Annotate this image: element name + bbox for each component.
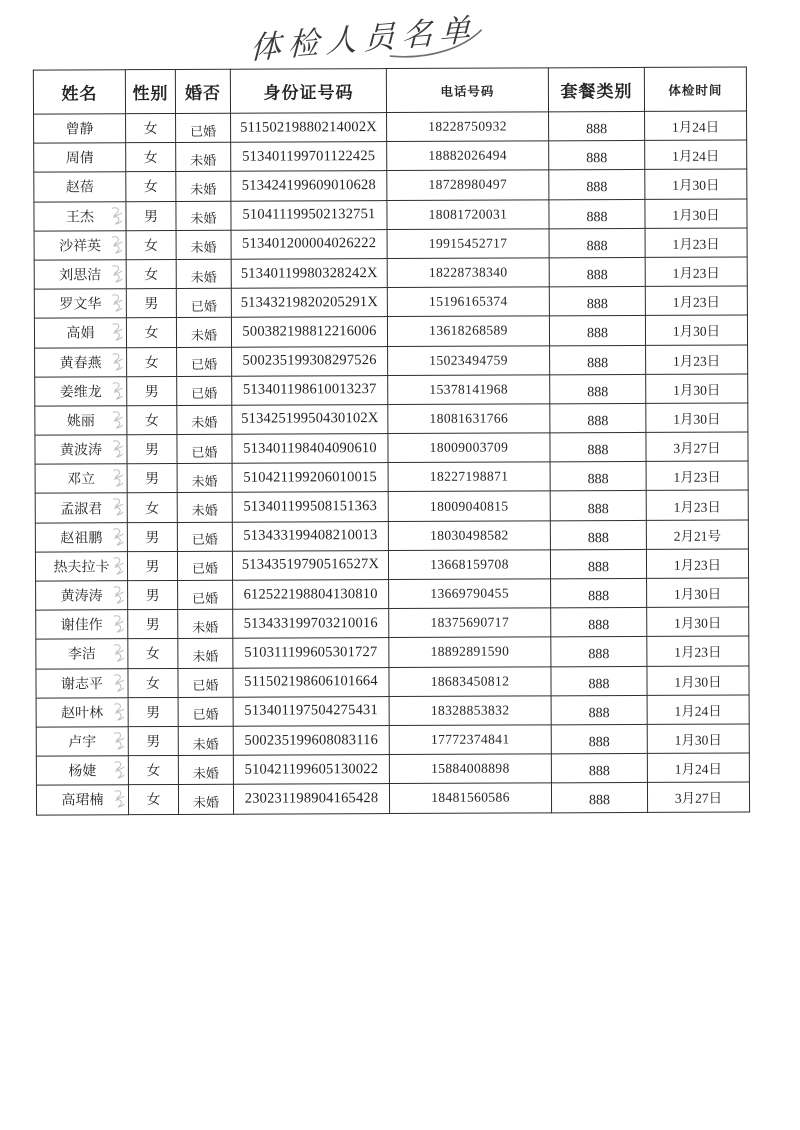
signature-scribble-icon (111, 759, 128, 781)
cell-phone: 15196165374 (428, 293, 508, 310)
cell-married: 未婚 (190, 152, 217, 168)
cell-gender: 男 (146, 705, 161, 721)
cell-package: 888 (586, 180, 608, 196)
cell-exam-date: 1月30日 (674, 615, 722, 632)
cell-exam-date: 1月23日 (673, 469, 721, 486)
cell-package: 888 (588, 676, 610, 692)
cell-phone: 18009003709 (429, 439, 509, 456)
cell-package: 888 (586, 151, 608, 167)
cell-phone: 18227198871 (429, 468, 509, 485)
handwritten-title: 体检人员名单 (249, 11, 478, 66)
table-row (34, 169, 747, 201)
cell-phone: 15884008898 (431, 760, 510, 777)
cell-phone: 18009040815 (429, 498, 509, 514)
cell-exam-date: 1月30日 (674, 674, 722, 690)
table-row (36, 607, 749, 639)
cell-id-number: 500235199608083116 (244, 731, 379, 749)
cell-phone: 17772374841 (430, 731, 510, 747)
signature-scribble-icon (109, 438, 126, 460)
cell-gender: 男 (144, 384, 159, 400)
column-header-exam-date: 体检时间 (644, 67, 746, 111)
cell-name: 刘思洁 (59, 268, 102, 284)
cell-exam-date: 3月27日 (673, 440, 721, 456)
cell-name: 曾静 (65, 122, 94, 138)
signature-scribble-icon (109, 234, 126, 256)
cell-married: 已婚 (191, 386, 218, 402)
cell-package: 888 (588, 705, 610, 722)
cell-name: 邓立 (67, 472, 96, 488)
table-row (35, 490, 748, 522)
cell-gender: 女 (144, 355, 159, 371)
cell-gender: 男 (145, 589, 160, 605)
cell-id-number: 230231198904165428 (244, 790, 379, 807)
signature-scribble-icon (110, 467, 127, 489)
table-row (36, 578, 749, 610)
table-row (34, 286, 747, 318)
signature-scribble-icon (110, 584, 127, 606)
cell-gender: 男 (145, 472, 160, 488)
cell-name: 黄波涛 (59, 443, 103, 459)
cell-gender: 女 (145, 501, 160, 517)
column-header-phone: 电话号码 (386, 68, 548, 113)
cell-id-number: 513401197504275431 (244, 702, 378, 720)
table-row (35, 520, 748, 552)
signature-scribble-icon (109, 292, 126, 314)
table-row (35, 549, 748, 581)
cell-married: 未婚 (190, 210, 217, 227)
cell-gender: 女 (144, 414, 159, 430)
cell-package: 888 (587, 472, 609, 488)
cell-package: 888 (587, 443, 609, 459)
cell-exam-date: 1月23日 (672, 236, 720, 252)
cell-married: 已婚 (192, 707, 219, 723)
cell-id-number: 51342519950430102X (241, 410, 379, 428)
cell-name: 沙祥英 (59, 239, 102, 255)
cell-gender: 女 (145, 647, 160, 663)
cell-exam-date: 1月30日 (673, 586, 722, 602)
cell-married: 未婚 (190, 240, 217, 256)
cell-id-number: 513433199408210013 (243, 527, 378, 544)
cell-exam-date: 1月24日 (674, 703, 722, 719)
cell-name: 李洁 (67, 647, 96, 663)
cell-id-number: 513401198610013237 (242, 381, 377, 398)
cell-name: 高珺楠 (61, 793, 104, 809)
cell-id-number: 513401199701122425 (242, 147, 376, 165)
cell-gender: 女 (144, 326, 159, 342)
cell-married: 未婚 (192, 619, 219, 635)
signature-scribble-icon (109, 351, 126, 373)
cell-exam-date: 1月30日 (673, 382, 721, 398)
table-row (35, 432, 748, 464)
cell-married: 已婚 (192, 677, 219, 694)
cell-gender: 男 (145, 530, 160, 546)
cell-name: 周倩 (65, 151, 94, 167)
signature-scribble-icon (110, 497, 127, 519)
cell-name: 谢志平 (60, 676, 104, 693)
cell-package: 888 (586, 297, 608, 313)
column-header-id-number: 身份证号码 (230, 69, 386, 114)
cell-married: 未婚 (192, 648, 219, 664)
cell-exam-date: 1月30日 (672, 324, 721, 340)
table-header (33, 67, 746, 114)
cell-id-number: 510311199605301727 (244, 644, 378, 661)
cell-package: 888 (588, 735, 610, 751)
cell-package: 888 (587, 501, 609, 517)
cell-name: 热夫拉卡 (53, 560, 110, 576)
table-row (34, 315, 747, 347)
cell-name: 黄涛涛 (60, 589, 103, 605)
cell-phone: 18882026494 (428, 147, 508, 164)
cell-id-number: 51340119980328242X (240, 264, 378, 282)
table-row (34, 228, 747, 260)
cell-name: 卢宇 (68, 735, 97, 751)
cell-gender: 男 (146, 735, 161, 751)
table-row (34, 140, 747, 172)
cell-name: 谢佳作 (60, 618, 103, 634)
signature-scribble-icon (110, 555, 127, 577)
cell-married: 未婚 (190, 269, 217, 285)
cell-name: 孟淑君 (60, 501, 103, 518)
cell-exam-date: 1月24日 (671, 119, 720, 135)
cell-package: 888 (588, 618, 610, 634)
cell-married: 未婚 (192, 736, 219, 752)
signature-scribble-icon (110, 672, 127, 694)
cell-phone: 19915452717 (428, 235, 508, 251)
signature-scribble-icon (108, 205, 125, 227)
table-row (35, 403, 748, 435)
cell-package: 888 (586, 326, 609, 342)
cell-id-number: 500235199308297526 (242, 352, 377, 369)
cell-gender: 女 (145, 676, 161, 692)
column-header-name: 姓名 (33, 70, 125, 114)
cell-married: 未婚 (192, 794, 220, 810)
table-row (36, 753, 749, 785)
cell-phone: 18228738340 (428, 264, 508, 280)
column-header-package: 套餐类别 (548, 67, 644, 111)
cell-phone: 18375690717 (430, 614, 510, 631)
cell-gender: 女 (143, 180, 158, 196)
cell-gender: 女 (146, 764, 161, 780)
cell-id-number: 513433199703210016 (243, 614, 378, 632)
table-row (36, 695, 749, 727)
cell-phone: 18892891590 (430, 643, 510, 660)
cell-married: 未婚 (190, 327, 218, 343)
cell-package: 888 (588, 589, 610, 605)
cell-exam-date: 1月23日 (672, 265, 720, 281)
cell-id-number: 513401199508151363 (243, 498, 378, 515)
cell-name: 高娟 (66, 326, 95, 342)
cell-exam-date: 1月23日 (672, 353, 721, 369)
cell-married: 未婚 (191, 473, 218, 489)
cell-exam-date: 1月23日 (673, 557, 722, 573)
cell-name: 王杰 (65, 209, 95, 226)
cell-package: 888 (588, 647, 610, 663)
column-header-married: 婚否 (175, 69, 230, 113)
cell-package: 888 (588, 764, 610, 780)
cell-name: 黄春燕 (59, 355, 102, 372)
table-row (34, 257, 747, 289)
cell-package: 888 (586, 238, 608, 255)
cell-id-number: 51150219880214002X (240, 118, 378, 136)
cell-married: 已婚 (190, 123, 217, 139)
signature-scribble-icon (111, 789, 128, 811)
cell-package: 888 (588, 793, 611, 809)
cell-id-number: 51343519790516527X (241, 556, 380, 574)
cell-exam-date: 1月30日 (673, 411, 721, 427)
cell-gender: 男 (145, 618, 160, 634)
signature-scribble-icon (109, 380, 126, 402)
cell-gender: 男 (143, 209, 159, 225)
table-row (35, 461, 748, 493)
cell-married: 已婚 (191, 532, 218, 548)
header-row (33, 67, 746, 114)
column-header-gender: 性别 (125, 69, 175, 113)
cell-phone: 18081720031 (428, 206, 508, 222)
cell-married: 未婚 (191, 415, 218, 431)
signature-scribble-icon (109, 263, 126, 285)
cell-exam-date: 2月21号 (673, 528, 722, 544)
table-row (36, 724, 749, 756)
cell-exam-date: 1月24日 (672, 148, 720, 165)
cell-package: 888 (586, 122, 608, 138)
cell-married: 已婚 (191, 356, 218, 373)
personnel-table (33, 66, 750, 815)
cell-phone: 18481560586 (431, 789, 510, 806)
cell-phone: 18728980497 (428, 176, 508, 193)
table-row (34, 111, 747, 143)
signature-scribble-icon (111, 730, 128, 752)
signature-scribble-icon (109, 322, 126, 344)
cell-gender: 男 (144, 297, 159, 313)
cell-id-number: 510421199206010015 (243, 468, 377, 486)
cell-gender: 女 (146, 793, 161, 809)
cell-exam-date: 1月30日 (674, 732, 722, 748)
cell-package: 888 (587, 384, 609, 400)
cell-package: 888 (587, 414, 609, 430)
cell-name: 杨婕 (68, 764, 97, 780)
cell-name: 赵叶林 (61, 706, 104, 722)
cell-gender: 女 (143, 122, 158, 138)
table-row (35, 344, 748, 376)
table-row (36, 782, 749, 814)
cell-name: 罗文华 (59, 297, 102, 313)
cell-exam-date: 1月23日 (674, 645, 722, 661)
signature-scribble-icon (110, 613, 127, 635)
cell-phone: 15378141968 (429, 381, 509, 397)
cell-package: 888 (586, 209, 608, 225)
cell-id-number: 612522198804130810 (243, 585, 378, 603)
cell-married: 已婚 (192, 590, 219, 606)
cell-phone: 18328853832 (430, 702, 510, 718)
cell-gender: 男 (144, 443, 160, 459)
cell-id-number: 51343219820205291X (240, 293, 379, 311)
cell-id-number: 513401198404090610 (243, 439, 377, 457)
cell-phone: 13668159708 (430, 556, 509, 572)
table-row (35, 374, 748, 406)
cell-package: 888 (586, 268, 608, 284)
cell-married: 未婚 (191, 502, 218, 518)
cell-id-number: 510421199605130022 (244, 760, 379, 778)
cell-married: 未婚 (192, 765, 219, 781)
cell-name: 姜维龙 (59, 385, 102, 401)
cell-exam-date: 1月30日 (672, 207, 720, 223)
cell-package: 888 (587, 355, 609, 371)
signature-scribble-icon (110, 643, 127, 665)
cell-name: 赵蓓 (65, 180, 94, 196)
cell-phone: 18228750932 (428, 118, 507, 134)
cell-gender: 女 (144, 268, 159, 284)
table-row (36, 666, 749, 698)
table-row (34, 199, 747, 231)
cell-package: 888 (587, 530, 609, 546)
cell-phone: 13669790455 (430, 585, 509, 601)
cell-phone: 13618268589 (429, 322, 508, 339)
cell-id-number: 513424199609010628 (241, 177, 376, 194)
cell-id-number: 513401200004026222 (242, 235, 377, 253)
cell-phone: 15023494759 (429, 352, 508, 368)
table-row (36, 636, 749, 668)
cell-gender: 女 (143, 151, 158, 167)
cell-phone: 18683450812 (430, 673, 510, 689)
cell-exam-date: 1月23日 (672, 294, 721, 311)
cell-name: 姚丽 (66, 414, 95, 430)
cell-married: 已婚 (191, 561, 219, 577)
cell-gender: 女 (144, 238, 159, 254)
cell-exam-date: 1月30日 (672, 178, 720, 194)
cell-married: 未婚 (190, 181, 217, 197)
table-body (34, 111, 750, 815)
cell-phone: 18081631766 (429, 410, 509, 426)
cell-id-number: 511502198606101664 (244, 673, 378, 690)
cell-phone: 18030498582 (430, 527, 509, 543)
signature-scribble-icon (110, 526, 127, 548)
signature-scribble-icon (111, 701, 128, 723)
cell-married: 已婚 (190, 298, 217, 314)
signature-scribble-icon (109, 409, 126, 431)
cell-married: 已婚 (191, 444, 218, 460)
cell-exam-date: 3月27日 (674, 791, 723, 807)
cell-name: 赵祖鹏 (60, 531, 103, 547)
cell-gender: 男 (145, 559, 160, 576)
cell-exam-date: 1月23日 (673, 499, 721, 515)
cell-exam-date: 1月24日 (674, 761, 723, 778)
cell-id-number: 510411199502132751 (242, 206, 376, 223)
cell-id-number: 500382198812216006 (242, 323, 377, 340)
cell-package: 888 (587, 559, 610, 576)
